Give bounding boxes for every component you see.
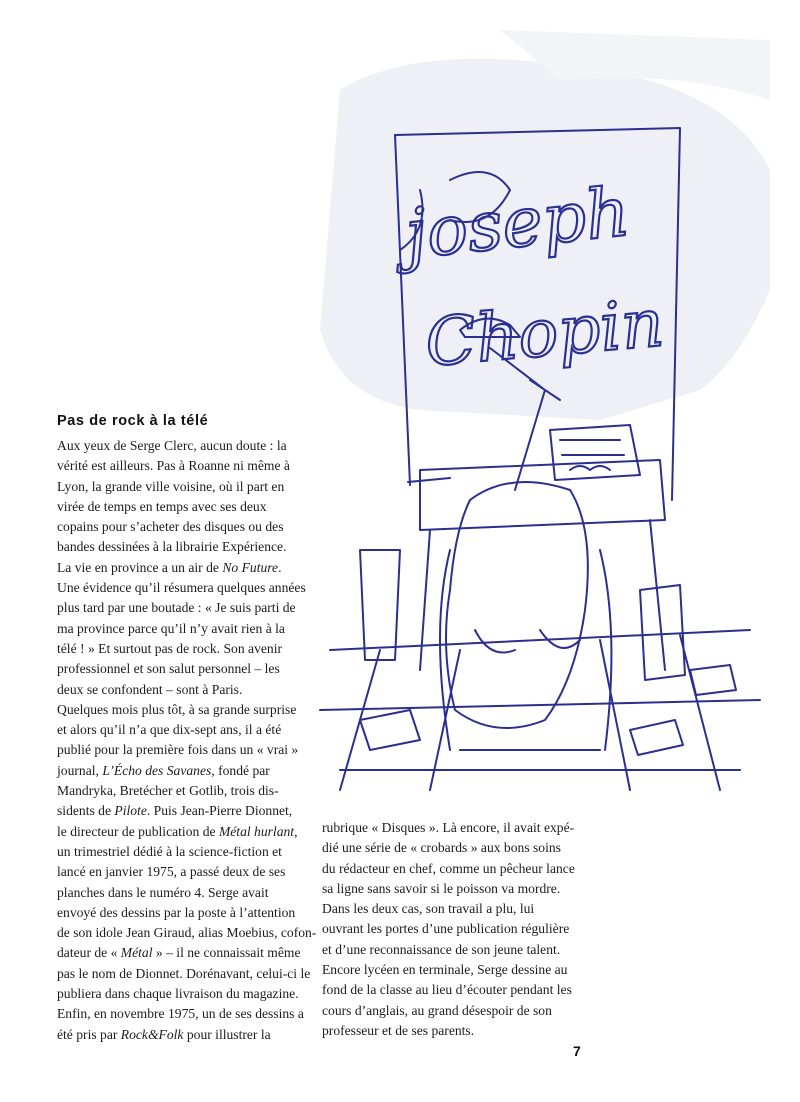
page-number: 7 [573, 1043, 581, 1059]
left-line: sidents de Pilote. Puis Jean-Pierre Dionnet, [57, 803, 293, 819]
right-line: rubrique « Disques ». Là encore, il avait expé- [322, 820, 575, 835]
left-column-text [57, 436, 317, 1045]
left-line: de son idole Jean Giraud, alias Moebius, cofon- [57, 925, 317, 941]
left-line: lancé en janvier 1975, a passé deux de ses [57, 864, 286, 880]
left-line: pas le nom de Dionnet. Dorénavant, celui-ci le [57, 965, 311, 981]
left-line: plus tard par une boutade : « Je suis parti de [57, 600, 296, 616]
left-line: Une évidence qu’il résumera quelques années [57, 580, 306, 596]
left-line: un trimestriel dédié à la science-fiction et [57, 843, 282, 859]
sign-word-joseph: joseph [401, 172, 634, 275]
left-line: publié pour la première fois dans un « vrai » [57, 742, 299, 758]
right-line: professeur et de ses parents. [322, 1022, 475, 1038]
seated-figure [446, 482, 588, 728]
right-line: Encore lycéen en terminale, Serge dessine au [322, 962, 568, 978]
left-line: Enfin, en novembre 1975, un de ses dessins a [57, 1006, 304, 1022]
scattered-paper [360, 665, 736, 755]
desk-sketch-illustration [300, 30, 780, 810]
desk [420, 460, 665, 670]
right-line: du rédacteur en chef, comme un pêcheur lance [322, 860, 575, 876]
right-line: sa ligne sans savoir si le poisson va mordre. [322, 880, 561, 896]
article-right-column [322, 818, 575, 1041]
right-line: ouvrant les portes d’une publication régulière [322, 921, 570, 937]
typewriter [550, 425, 640, 480]
left-line: ma province parce qu’il n’y avait rien à la [57, 620, 285, 636]
right-line: et d’une reconnaissance de son jeune talent. [322, 941, 561, 957]
left-line: et alors qu’il n’a que dix-sept ans, il a été [57, 722, 282, 738]
left-line: publiera dans chaque livraison du magazine. [57, 986, 299, 1002]
left-line: deux se confondent – sont à Paris. [57, 681, 243, 697]
left-line: planches dans le numéro 4. Serge avait [57, 884, 269, 900]
article-left-column [57, 412, 317, 1045]
left-line: Aux yeux de Serge Clerc, aucun doute : la [57, 438, 287, 453]
left-line: La vie en province a un air de No Future. [57, 559, 282, 575]
left-line: copains pour s’acheter des disques ou des [57, 519, 284, 535]
right-line: dié une série de « crobards » aux bons soins [322, 840, 561, 856]
floor-lines [320, 630, 760, 790]
left-line: bandes dessinées à la librairie Expérience. [57, 539, 287, 555]
left-line: dateur de « Métal » – il ne connaissait même [57, 945, 301, 961]
left-line: été pris par Rock&Folk pour illustrer la [57, 1026, 271, 1042]
waste-bin [360, 550, 685, 680]
right-line: cours d’anglais, au grand désespoir de son [322, 1002, 552, 1018]
sign-word-chopin: Chopin [422, 284, 667, 382]
right-column-text [322, 818, 575, 1041]
left-line: télé ! » Et surtout pas de rock. Son avenir [57, 640, 282, 656]
left-line: Mandryka, Bretécher et Gotlib, trois dis- [57, 783, 279, 799]
left-line: Quelques mois plus tôt, à sa grande surprise [57, 701, 297, 717]
left-line: vérité est ailleurs. Pas à Roanne ni même à [57, 458, 290, 474]
left-line: professionnel et son salut personnel – les [57, 661, 280, 677]
left-line: virée de temps en temps avec ses deux [57, 498, 267, 514]
left-line: journal, L’Écho des Savanes, fondé par [57, 762, 270, 778]
left-line: le directeur de publication de Métal hurlant, [57, 823, 298, 839]
left-line: Lyon, la grande ville voisine, où il part en [57, 478, 285, 494]
right-line: fond de la classe au lieu d’écouter pendant les [322, 982, 572, 998]
section-heading: Pas de rock à la télé [57, 413, 209, 429]
chair-frame [440, 550, 611, 750]
left-line: envoyé des dessins par la poste à l’attention [57, 904, 296, 920]
right-line: Dans les deux cas, son travail a plu, lui [322, 901, 535, 917]
